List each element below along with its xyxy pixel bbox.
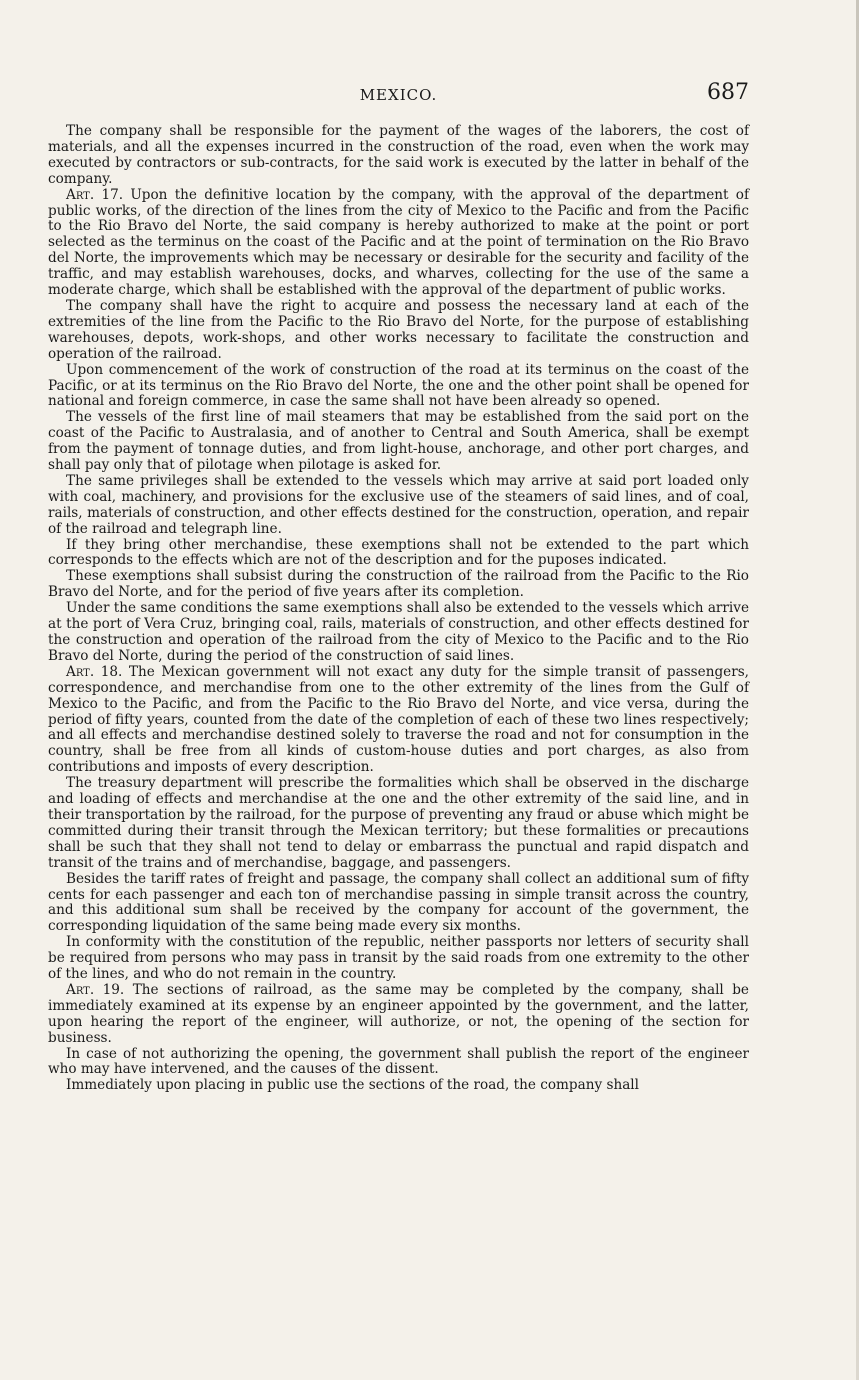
paragraph-text: The company shall have the right to acquire and possess the necessary land at each of the extremities of the line from the Pacific to the Rio Bravo del Norte, for the purpose of establishing warehouses, depots, work-shops, and other works necessary to facilitate the construction and operation of the railroad. bbox=[48, 297, 749, 362]
paragraph bbox=[48, 569, 749, 601]
paragraph-text: In conformity with the constitution of the republic, neither passports nor letters of security shall be required from persons who may pass in transit by the said roads from one extremity to the other of the lines, and who do not remain in the country. bbox=[48, 934, 749, 983]
paragraph bbox=[48, 1047, 749, 1079]
article-label: Art. 18. bbox=[66, 663, 123, 680]
paragraph bbox=[48, 299, 749, 363]
paragraph-text: Under the same conditions the same exemptions shall also be extended to the vessels which arrive at the port of Vera Cruz, bringing coal, rails, materials of construction, and other effects destined for the construction and operation of the railroad from the city of Mexico to the Pacific and to the Rio Bravo del Norte, during the period of the construction of said lines. bbox=[48, 600, 749, 664]
paragraph-text: Upon commencement of the work of construction of the road at its terminus on the coast of the Pacific, or at its terminus on the Rio Bravo del Norte, the one and the other point shall be opened for national and foreign commerce, in case the same shall not have been already so opened. bbox=[48, 361, 749, 410]
paragraph bbox=[48, 601, 749, 665]
paragraph bbox=[48, 474, 749, 538]
paragraph bbox=[48, 983, 749, 1047]
running-head bbox=[48, 78, 749, 114]
running-head-title: MEXICO. bbox=[359, 86, 438, 104]
paragraph-text: In case of not authorizing the opening, the government shall publish the report of the engineer who may have intervened, and the causes of the dissent. bbox=[48, 1045, 749, 1078]
paragraph-text: These exemptions shall subsist during the construction of the railroad from the Pacific to the Rio Bravo del Norte, and for the period of five years after its completion. bbox=[48, 568, 749, 601]
paragraph bbox=[48, 872, 749, 936]
paragraph bbox=[48, 410, 749, 474]
paragraph-text: The treasury department will prescribe the formalities which shall be observed in the discharge and loading of effects and merchandise at the one and the other extremity of the said line, and in their transportation by the railroad, for the purpose of preventing any fraud or abuse which might be committed during their transit through the Mexican territory; but these formalities or precautions shall be such that they shall not tend to delay or embarrass the punctual and rapid dispatch and transit of the trains and of merchandise, baggage, and passengers. bbox=[48, 775, 749, 871]
paragraph-text: Upon the definitive location by the company, with the approval of the department of public works, of the direction of the lines from the city of Mexico to the Pacific and from the Pacific to the Rio Bravo del Norte, the said company is hereby authorized to make at the point or port selected as the terminus on the coast of the Pacific and at the point of termination on the Rio Bravo del Norte, the improvements which may be necessary or desirable for the security and facility of the traffic, and may establish warehouses, docks, and wharves, collecting for the use of the same a moderate charge, which shall be established with the approval of the department of public works. bbox=[48, 186, 749, 299]
paragraph-text: The vessels of the first line of mail steamers that may be established from the said port on the coast of the Pacific to Australasia, and of another to Central and South America, shall be exempt from the payment of tonnage duties, and from light-house, anchorage, and other port charges, and shall pay only that of pilotage when pilotage is asked for. bbox=[48, 409, 749, 474]
paragraph-text: If they bring other merchandise, these exemptions shall not be extended to the part which corresponds to the effects which are not of the description and for the puposes indicated. bbox=[48, 536, 749, 569]
page-number: 687 bbox=[707, 80, 749, 105]
paragraph bbox=[48, 1078, 749, 1094]
article-label: Art. 19. bbox=[66, 981, 125, 998]
paragraph bbox=[48, 124, 749, 188]
body-text bbox=[48, 124, 749, 1094]
document-page bbox=[48, 78, 749, 1094]
paragraph bbox=[48, 665, 749, 776]
paragraph-text: The company shall be responsible for the payment of the wages of the laborers, the cost of materials, and all the expenses incurred in the construction of the road, even when the work may executed by contractors or sub-contracts, for the said work is executed by the latter in behalf of the company. bbox=[48, 123, 749, 187]
paragraph bbox=[48, 538, 749, 570]
paragraph bbox=[48, 188, 749, 299]
paragraph-text: The sections of railroad, as the same may be completed by the company, shall be immediately examined at its expense by an engineer appointed by the government, and the latter, upon hearing the report of the engineer, will authorize, or not, the opening of the section for business. bbox=[48, 981, 749, 1046]
paragraph bbox=[48, 935, 749, 983]
article-label: Art. 17. bbox=[66, 186, 124, 203]
paragraph bbox=[48, 776, 749, 871]
paragraph-text: Besides the tariff rates of freight and passage, the company shall collect an additional sum of fifty cents for each passenger and each ton of merchandise passing in simple transit across the country, and this additional sum shall be received by the company for account of the government, the corresponding liquidation of the same being made every six months. bbox=[48, 870, 749, 935]
paragraph bbox=[48, 363, 749, 411]
paragraph-text: The same privileges shall be extended to the vessels which may arrive at said port loaded only with coal, machinery, and provisions for the exclusive use of the steamers of said lines, and of coal, rails, materials of construction, and other effects destined for the construction, operation, and repair of the railroad and telegraph line. bbox=[48, 472, 749, 537]
paragraph-text: The Mexican government will not exact any duty for the simple transit of passengers, correspondence, and merchandise from one to the other extremity of the lines from the Gulf of Mexico to the Pacific, and from the Pacific to the Rio Bravo del Norte, and vice versa, during the period of fifty years, counted from the date of the completion of each of these two lines respectively; and all effects and merchandise destined solely to traverse the road and not for consumption in the country, shall be free from all kinds of custom-house duties and port charges, as also from contributions and imposts of every description. bbox=[48, 663, 749, 776]
paragraph-text: Immediately upon placing in public use the sections of the road, the company shall bbox=[66, 1077, 640, 1094]
